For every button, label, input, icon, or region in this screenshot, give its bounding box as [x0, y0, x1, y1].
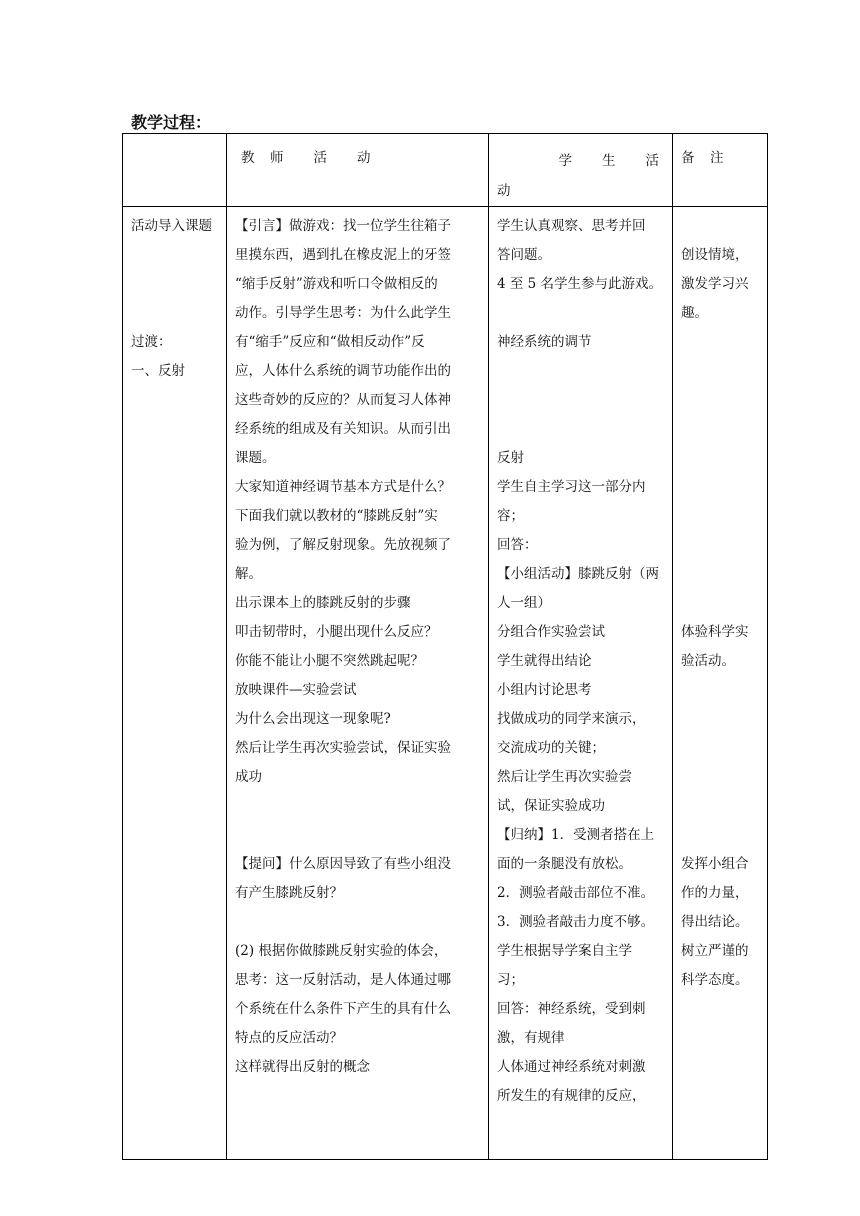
student-activity-line: 4 至 5 名学生参与此游戏。	[497, 276, 663, 292]
note-line: 作的力量，	[681, 885, 749, 901]
teacher-activity-line: 然后让学生再次实验尝试，保证实验	[235, 740, 451, 756]
teacher-activity-line: 大家知道神经调节基本方式是什么？	[235, 479, 451, 495]
stage-cell	[123, 207, 227, 1160]
stage-line: 过渡：	[131, 334, 172, 350]
note-line	[681, 444, 761, 473]
student-activity-line	[497, 299, 666, 328]
student-activity-line: 学生自主学习这一部分内	[497, 479, 646, 495]
teacher-activity-line: 验为例，了解反射现象。先放视频了	[235, 537, 451, 553]
teacher-activity-line: 你能不能让小腿不突然跳起呢？	[235, 653, 424, 669]
teacher-activity-line: 课题。	[235, 450, 276, 466]
student-activity-line: 2．测验者敲击部位不准。	[497, 885, 655, 901]
student-activity-line: 容；	[497, 508, 524, 524]
note-line	[681, 531, 761, 560]
teacher-activity-line: 有产生膝跳反射？	[235, 885, 343, 901]
stage-line	[131, 241, 220, 270]
teacher-activity-line: 特点的反应活动？	[235, 1030, 343, 1046]
note-line	[681, 357, 761, 386]
stage-line: 一、反射	[131, 363, 185, 379]
lesson-process-table	[122, 133, 768, 1160]
note-line	[681, 212, 761, 241]
student-activity-line: 3．测验者敲击力度不够。	[497, 914, 655, 930]
teacher-activity-line: 【引言】做游戏：找一位学生往箱子	[235, 218, 451, 234]
header-note	[673, 134, 768, 207]
header-student-label-line2: 动	[497, 183, 511, 199]
student-activity-line: 反射	[497, 450, 524, 466]
teacher-activity-line: 下面我们就以教材的“膝跳反射”实	[235, 508, 438, 524]
student-activity-line: 所发生的有规律的反应，	[497, 1088, 646, 1104]
note-line: 体验科学实	[681, 624, 749, 640]
student-activity-line: 面的一条腿没有放松。	[497, 856, 632, 872]
note-line: 发挥小组合	[681, 856, 749, 872]
note-line	[681, 328, 761, 357]
note-line	[681, 705, 761, 734]
teacher-activity-line: 成功	[235, 769, 262, 785]
student-activity-line: 试，保证实验成功	[497, 798, 605, 814]
student-activity-line: 回答：	[497, 537, 538, 553]
student-activity-line: 人一组）	[497, 595, 551, 611]
stage-line	[131, 299, 220, 328]
note-line: 激发学习兴	[681, 276, 749, 292]
teacher-activity-line: 个系统在什么条件下产生的具有什么	[235, 1001, 451, 1017]
note-line	[681, 763, 761, 792]
teacher-activity-line: 为什么会出现这一现象呢?	[235, 711, 391, 727]
header-note-label: 备 注	[681, 150, 725, 166]
teacher-activity-line: 思考：这一反射活动，是人体通过哪	[235, 972, 451, 988]
teacher-activity-line: 经系统的组成及有关知识。从而引出	[235, 421, 451, 437]
stage-line	[131, 270, 220, 299]
student-activity-line: 激，有规律	[497, 1030, 565, 1046]
note-line	[681, 415, 761, 444]
teacher-activity-line: 里摸东西，遇到扎在橡皮泥上的牙签	[235, 247, 451, 263]
note-line	[681, 821, 761, 850]
student-activity-cell	[489, 207, 673, 1160]
student-activity-line: 【归纳】1．受测者搭在上	[497, 827, 655, 843]
note-line	[681, 386, 761, 415]
teacher-activity-line: 这些奇妙的反应的？从而复习人体神	[235, 392, 451, 408]
student-activity-line: 答问题。	[497, 247, 551, 263]
student-activity-line: 交流成功的关键；	[497, 740, 605, 756]
student-activity-line: 学生认真观察、思考并回	[497, 218, 646, 234]
note-line	[681, 589, 761, 618]
teacher-activity-line: 应，人体什么系统的调节功能作出的	[235, 363, 451, 379]
note-line	[681, 676, 761, 705]
note-line: 创设情境，	[681, 247, 749, 263]
teacher-activity-line: 出示课本上的膝跳反射的步骤	[235, 595, 411, 611]
note-line: 得出结论。	[681, 914, 749, 930]
student-activity-line: 小组内讨论思考	[497, 682, 592, 698]
note-line	[681, 502, 761, 531]
student-activity-line: 习；	[497, 972, 524, 988]
student-activity-line: 学生根据导学案自主学	[497, 943, 632, 959]
teacher-activity-cell	[227, 207, 489, 1160]
note-line: 树立严谨的	[681, 943, 749, 959]
note-line	[681, 560, 761, 589]
teacher-activity-line: 解。	[235, 566, 262, 582]
teacher-activity-line: “缩手反射”游戏和听口令做相反的	[235, 276, 438, 292]
header-teacher-activity	[227, 134, 489, 207]
note-line	[681, 734, 761, 763]
student-activity-line	[497, 415, 666, 444]
student-activity-line: 然后让学生再次实验尝	[497, 769, 632, 785]
student-activity-line: 找做成功的同学来演示，	[497, 711, 646, 727]
teacher-activity-line: (2) 根据你做膝跳反射实验的体会，	[235, 943, 448, 959]
header-student-activity	[489, 134, 673, 207]
header-student-label-line1: 学 生 活	[558, 153, 660, 169]
teacher-activity-line: 叩击韧带时，小腿出现什么反应？	[235, 624, 438, 640]
note-line	[681, 792, 761, 821]
student-activity-line	[497, 357, 666, 386]
teacher-activity-line	[235, 908, 482, 937]
student-activity-line: 学生就得出结论	[497, 653, 592, 669]
student-activity-line	[497, 386, 666, 415]
stage-line: 活动导入课题	[131, 218, 212, 234]
student-activity-line: 【小组活动】膝跳反射（两	[497, 566, 659, 582]
teacher-activity-line: 放映课件—实验尝试	[235, 682, 357, 698]
teacher-activity-line	[235, 792, 482, 821]
teacher-activity-line	[235, 821, 482, 850]
student-activity-line: 神经系统的调节	[497, 334, 592, 350]
note-line: 趣。	[681, 305, 708, 321]
note-line	[681, 473, 761, 502]
teacher-activity-line: 有“缩手”反应和“做相反动作”反	[235, 334, 425, 350]
header-cell-empty	[123, 134, 227, 207]
table-body-row	[123, 207, 768, 1160]
student-activity-line: 回答：神经系统，受到刺	[497, 1001, 646, 1017]
teacher-activity-line: 这样就得出反射的概念	[235, 1059, 370, 1075]
note-line: 验活动。	[681, 653, 735, 669]
student-activity-line: 人体通过神经系统对刺激	[497, 1059, 646, 1075]
student-activity-line: 分组合作实验尝试	[497, 624, 605, 640]
note-cell	[673, 207, 768, 1160]
teacher-activity-line: 【提问】什么原因导致了有些小组没	[235, 856, 451, 872]
header-teacher-label: 教 师 活 动	[241, 150, 372, 166]
section-heading: 教学过程：	[131, 113, 212, 132]
note-line: 科学态度。	[681, 972, 749, 988]
table-header-row	[123, 134, 768, 207]
teacher-activity-line: 动作。引导学生思考：为什么此学生	[235, 305, 451, 321]
